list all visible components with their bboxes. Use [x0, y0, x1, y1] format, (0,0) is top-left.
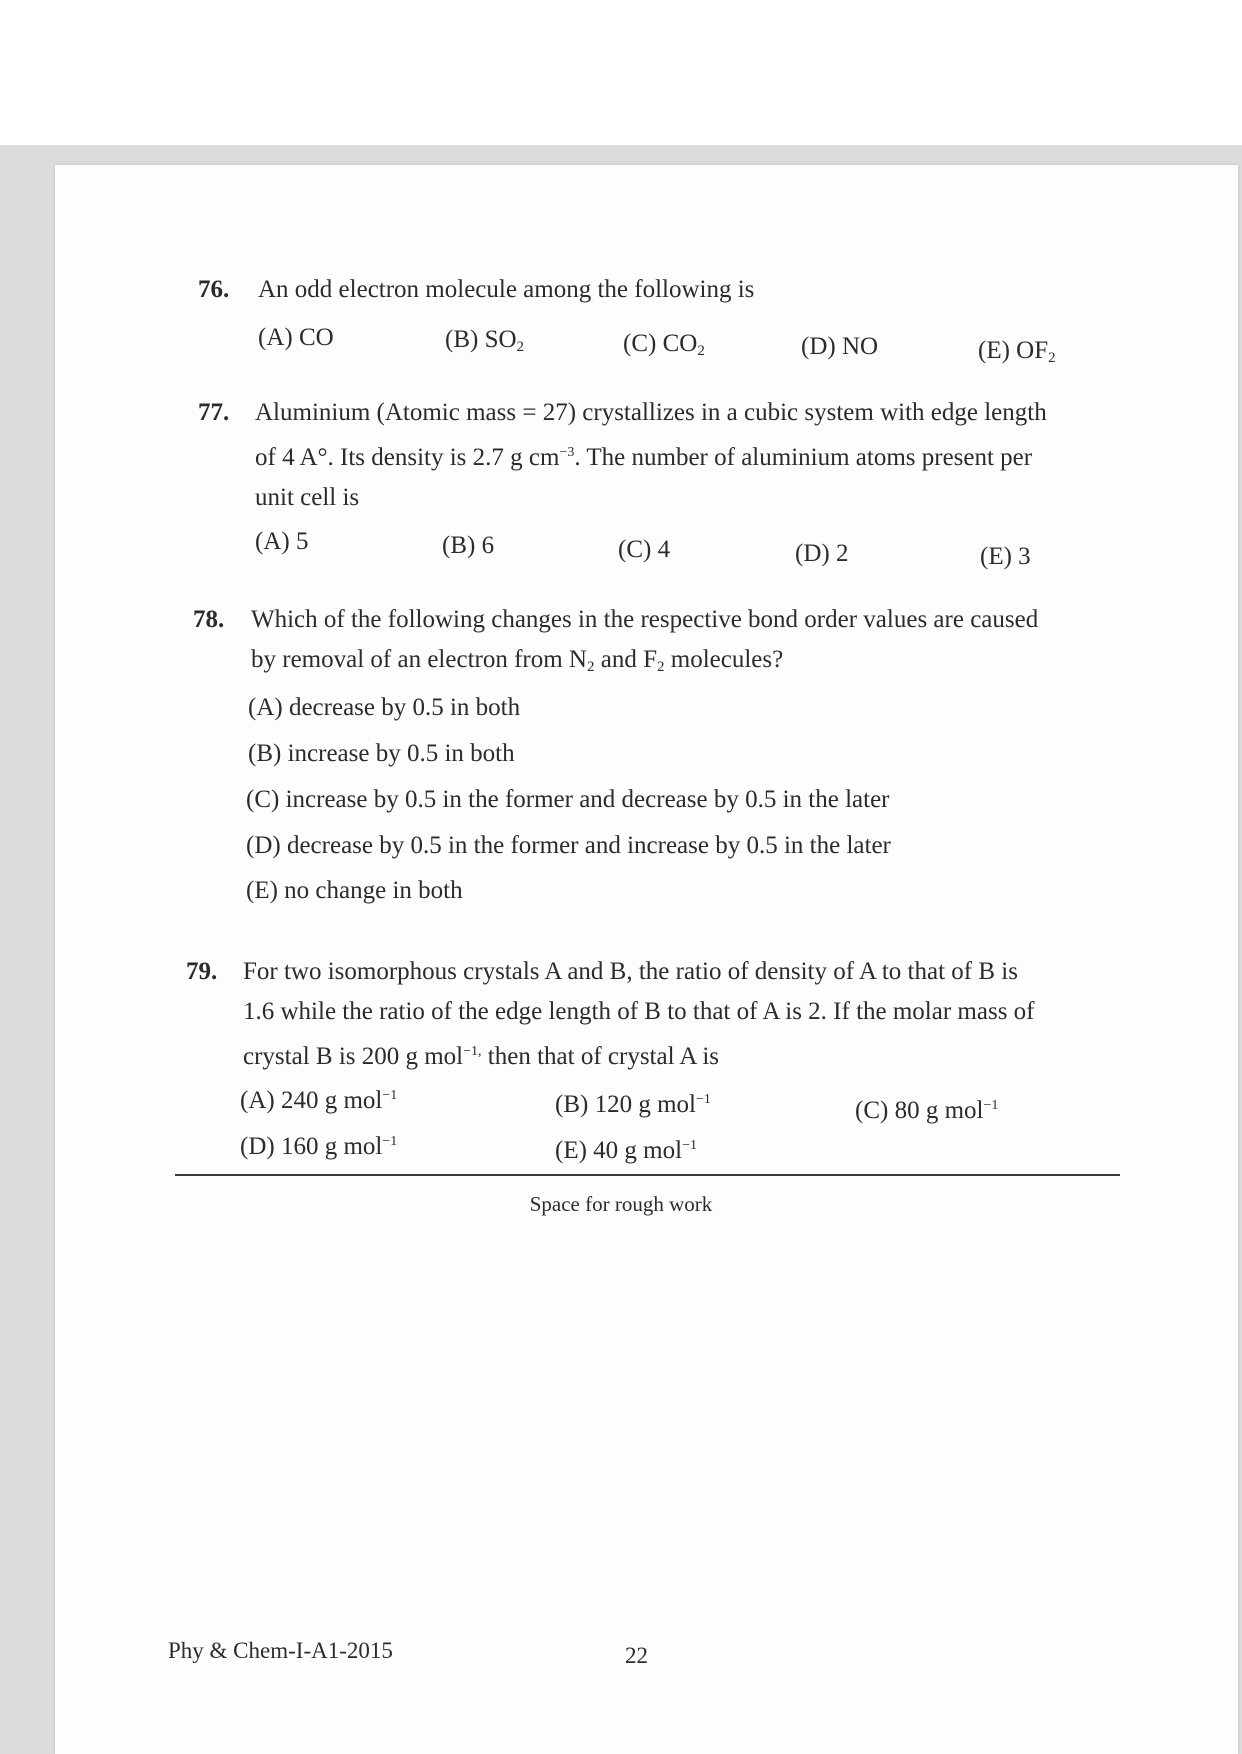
footer-exam-code: Phy & Chem-I-A1-2015 — [168, 1638, 393, 1663]
option-79-b: (B) 120 g mol$^{-1}$ — [555, 1091, 711, 1118]
question-text: Aluminium (Atomic mass = 27) crystallizes in a cubic system with edge length of 4 A°. Its density is 2.7 g $cm^{-3}$. The number of aluminium atoms present per unit cell is — [255, 399, 1047, 511]
page-number: 22 — [625, 1643, 648, 1668]
rough-work-divider — [175, 1174, 1120, 1176]
option-78-d: (D) decrease by 0.5 in the former and increase by 0.5 in the later — [246, 832, 891, 859]
option-78-a: (A) decrease by 0.5 in both — [248, 694, 521, 721]
rough-work-label: Space for rough work — [529, 1192, 713, 1216]
option-78-b: (B) increase by 0.5 in both — [248, 740, 515, 767]
option-76-e: (E) $OF_2$ — [978, 337, 1056, 366]
option-79-a: (A) 240 g mol$^{-1}$ — [240, 1087, 398, 1114]
option-78-e: (E) no change in both — [246, 877, 463, 904]
question-number: 78. — [193, 606, 225, 633]
question-number: 77. — [198, 399, 230, 426]
option-79-e: (E) 40 g mol$^{-1}$ — [555, 1137, 697, 1164]
option-77-d: (D) 2 — [795, 540, 849, 567]
option-77-a: (A) 5 — [255, 528, 309, 555]
question-number: 76. — [198, 276, 230, 303]
option-77-b: (B) 6 — [442, 532, 495, 559]
question-text: An odd electron molecule among the following is — [258, 276, 755, 303]
option-79-d: (D) 160 g mol$^{-1}$ — [240, 1133, 398, 1160]
option-76-b: (B) $SO_2$ — [445, 326, 525, 355]
option-77-c: (C) 4 — [618, 536, 671, 563]
question-number: 79. — [186, 958, 218, 985]
option-76-d: (D) NO — [801, 333, 879, 360]
option-77-e: (E) 3 — [980, 543, 1031, 570]
question-text: For two isomorphous crystals A and B, the ratio of density of A to that of B is 1.6 while the ratio of the edge length of B to that of A is 2. If the molar mass of crystal B is 200 g mol$^{-1,}$ then that of crystal A is — [243, 958, 1035, 1070]
option-76-a: (A) CO — [258, 324, 334, 351]
option-78-c: (C) increase by 0.5 in the former and decrease by 0.5 in the later — [246, 786, 890, 813]
option-79-c: (C) 80 g mol$^{-1}$ — [855, 1097, 999, 1124]
question-text: Which of the following changes in the respective bond order values are caused by removal of an electron from $N_2$ and $F_2$ molecules? — [251, 606, 1039, 675]
option-76-c: (C) $CO_2$ — [623, 330, 705, 359]
